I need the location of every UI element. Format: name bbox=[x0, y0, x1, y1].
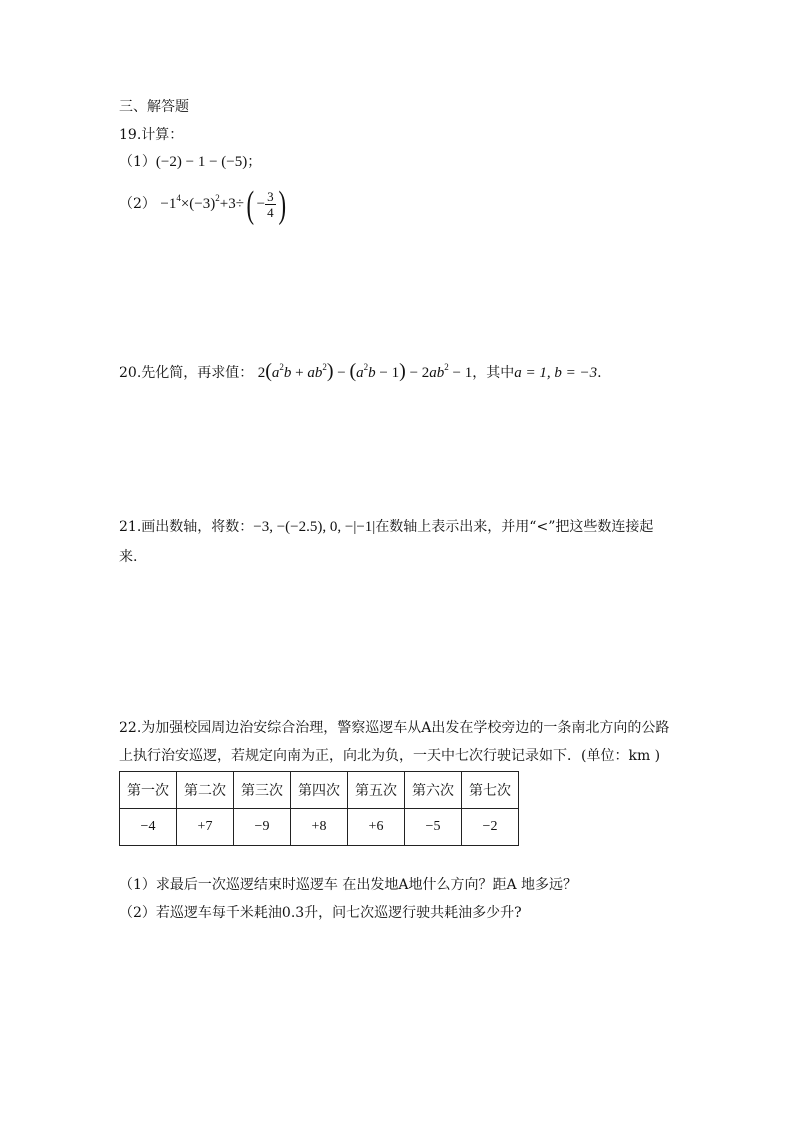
fraction bbox=[265, 189, 276, 220]
q20-prefix: 20.先化简，再求值： bbox=[119, 365, 254, 381]
fraction-numerator: 3 bbox=[267, 189, 274, 205]
expr-term-1: −1 bbox=[160, 196, 177, 212]
q19-part2-label: （2） bbox=[119, 196, 156, 212]
q21-numbers: −3, −(−2.5), 0, −|−1| bbox=[253, 519, 376, 535]
q20-values: a = 1, b = −3 bbox=[514, 365, 598, 381]
table-cell: +6 bbox=[348, 809, 405, 846]
q20-line bbox=[119, 360, 602, 383]
table-header-row bbox=[120, 772, 519, 809]
table-header-cell: 第七次 bbox=[462, 772, 519, 809]
table-cell: +8 bbox=[291, 809, 348, 846]
table-header-cell: 第三次 bbox=[234, 772, 291, 809]
q22-sub2: （2）若巡逻车每千米耗油0.3升，问七次巡逻行驶共耗油多少升? bbox=[119, 905, 522, 921]
q20-expression: $2(a^2b + ab^2) - (a^2b - 1) - 2ab^2 - 1$ bbox=[257, 360, 473, 382]
section-title: 三、解答题 bbox=[119, 99, 189, 115]
q22-line2: 上执行治安巡逻，若规定向南为正，向北为负，一天中七次行驶记录如下．(单位：km ) bbox=[119, 748, 661, 764]
table-header-cell: 第二次 bbox=[177, 772, 234, 809]
patrol-record-table bbox=[119, 771, 519, 846]
left-paren: ( bbox=[246, 183, 255, 226]
q19-part2-expr bbox=[160, 183, 288, 226]
q20-where: ，其中 bbox=[472, 365, 515, 381]
q19-part1-expr: (−2) − 1 − (−5) bbox=[155, 154, 248, 170]
fraction-sign: − bbox=[256, 196, 266, 212]
q21-line1 bbox=[119, 516, 653, 536]
q22-sub1: （1）求最后一次巡逻结束时巡逻车 在出发地A地什么方向？距A 地多远？ bbox=[119, 877, 578, 893]
table-header-cell: 第六次 bbox=[405, 772, 462, 809]
exponent-1: 4 bbox=[176, 193, 181, 203]
q22-line1: 22.为加强校园周边治安综合治理，警察巡逻车从A出发在学校旁边的一条南北方向的公路 bbox=[119, 720, 670, 736]
expr-term-3: +3÷ bbox=[219, 196, 244, 212]
right-paren: ) bbox=[278, 183, 286, 226]
table-cell: −5 bbox=[405, 809, 462, 846]
q19-title: 19.计算： bbox=[119, 127, 184, 143]
q21-prefix: 21.画出数轴，将数： bbox=[119, 519, 254, 535]
q19-part2 bbox=[119, 184, 288, 224]
table-header-cell: 第五次 bbox=[348, 772, 405, 809]
table-row bbox=[120, 809, 519, 846]
q21-line2: 来. bbox=[119, 549, 138, 565]
q20-end: . bbox=[597, 365, 602, 381]
expr-term-2: ×(−3) bbox=[180, 196, 216, 212]
fraction-denominator: 4 bbox=[267, 205, 274, 221]
table-header-cell: 第一次 bbox=[120, 772, 177, 809]
exponent-2: 2 bbox=[215, 193, 220, 203]
table-cell: −4 bbox=[120, 809, 177, 846]
table-header-cell: 第四次 bbox=[291, 772, 348, 809]
q19-part1 bbox=[119, 151, 261, 171]
q19-part1-label: （1） bbox=[119, 154, 156, 170]
table-cell: −9 bbox=[234, 809, 291, 846]
table-cell: −2 bbox=[462, 809, 519, 846]
q21-suffix: 在数轴上表示出来，并用“<”把这些数连接起 bbox=[375, 519, 654, 535]
table-cell: +7 bbox=[177, 809, 234, 846]
q19-part1-end: ； bbox=[247, 154, 262, 170]
